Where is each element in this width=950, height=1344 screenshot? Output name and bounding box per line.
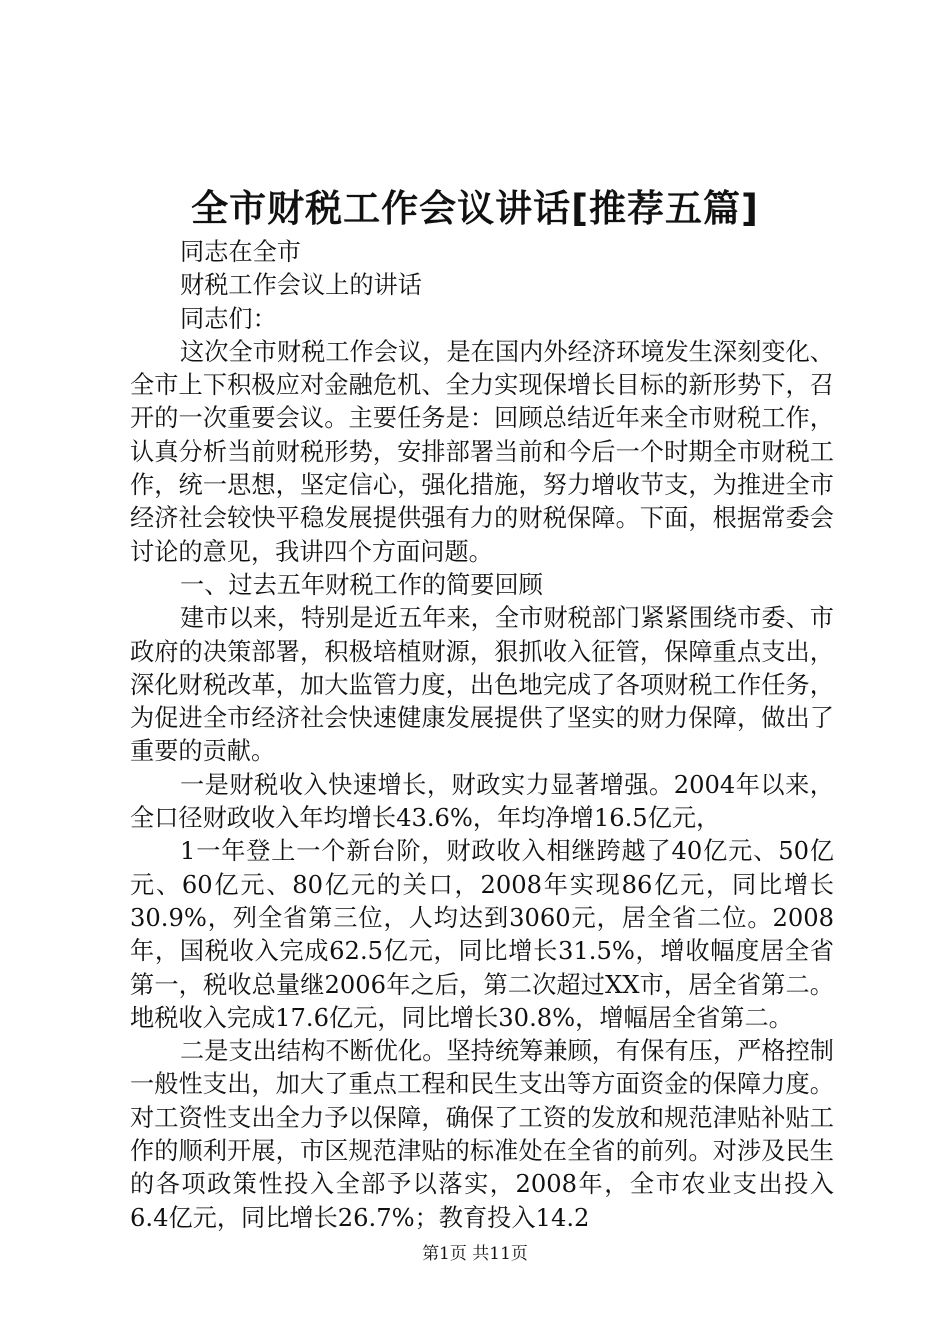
paragraph-intro: 这次全市财税工作会议，是在国内外经济环境发生深刻变化、全市上下积极应对金融危机、全力实现保增长目标的新形势下，召开的一次重要会议。主要任务是：回顾总结近年来全市财税工作，认真分析当前财税形势，安排部署当前和今后一个时期全市财税工作，统一思想，坚定信心，强化措施，努力增收节支，为推进全市经济社会较快平稳发展提供强有力的财税保障。下面，根据常委会讨论的意见，我讲四个方面问题。 [130,337,834,566]
document-body [130,236,834,1235]
salutation-line-2: 财税工作会议上的讲话 [180,271,422,300]
paragraph-revenue: 一是财税收入快速增长，财政实力显著增强。2004年以来，全口径财政收入年均增长43.6%，年均净增16.5亿元， [130,770,834,833]
section-heading-1: 一、过去五年财税工作的简要回顾 [180,570,543,599]
document-title: 全市财税工作会议讲话[推荐五篇] [191,187,759,230]
salutation-line-1: 同志在全市 [180,238,301,266]
page-footer: 第1页 共11页 [422,1244,528,1264]
paragraph-expenditure: 二是支出结构不断优化。坚持统筹兼顾，有保有压，严格控制一般性支出，加大了重点工程和民生支出等方面资金的保障力度。对工资性支出全力予以保障，确保了工资的发放和规范津贴补贴工作的顺利开展，市区规范津贴的标准处在全省的前列。对涉及民生的各项政策性投入全部予以落实，2008年，全市农业支出投入6.4亿元，同比增长26.7%；教育投入14.2 [130,1037,834,1232]
paragraph-review: 建市以来，特别是近五年来，全市财税部门紧紧围绕市委、市政府的决策部署，积极培植财源，狠抓收入征管，保障重点支出，深化财税改革，加大监管力度，出色地完成了各项财税工作任务，为促进全市经济社会快速健康发展提供了坚实的财力保障，做出了重要的贡献。 [130,604,834,766]
salutation-line-3: 同志们： [180,304,277,333]
paragraph-revenue-cont: 1一年登上一个新台阶，财政收入相继跨越了40亿元、50亿元、60亿元、80亿元的关口，2008年实现86亿元，同比增长30.9%，列全省第三位，人均达到3060元，居全省二位。2008年，国税收入完成62.5亿元，同比增长31.5%，增收幅度居全省第一，税收总量继2006年之后，第二次超过XX市，居全省第二。地税收入完成17.6亿元，同比增长30.8%，增幅居全省第二。 [130,837,834,1032]
